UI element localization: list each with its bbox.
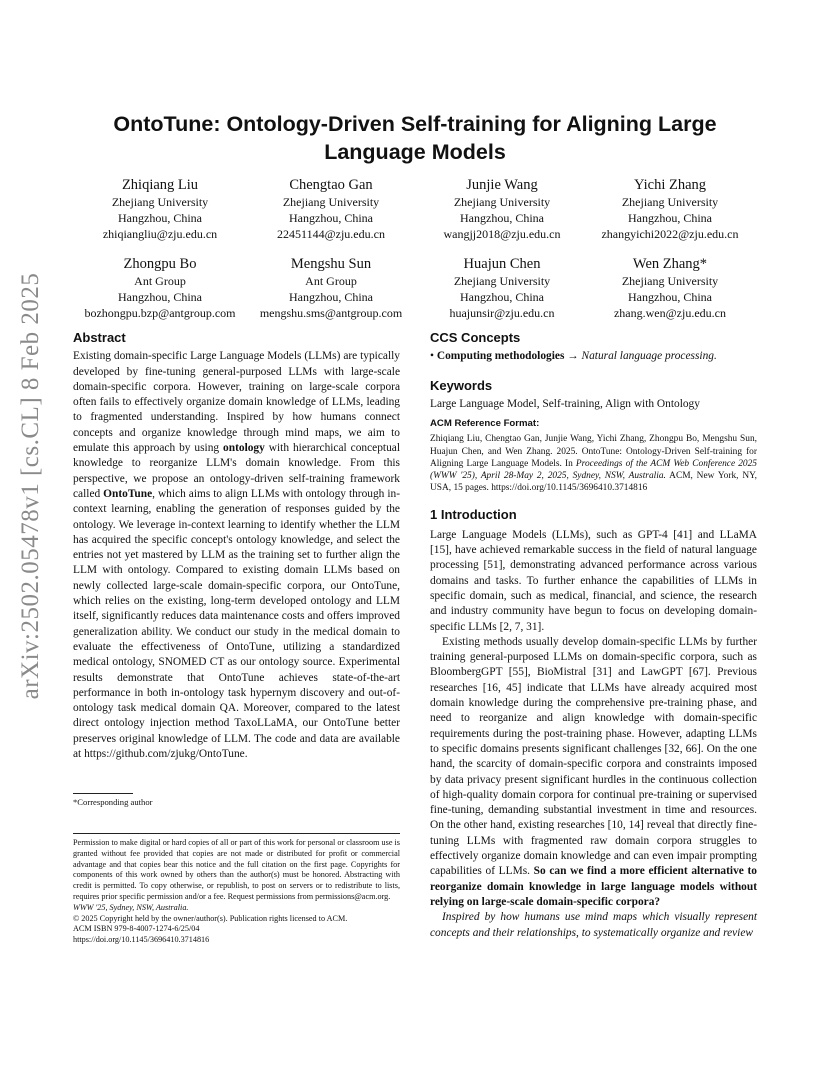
author-location: Hangzhou, China xyxy=(289,211,373,226)
arxiv-identifier: arXiv:2502.05478v1 [cs.CL] 8 Feb 2025 xyxy=(17,272,44,700)
author-location: Hangzhou, China xyxy=(118,211,202,226)
author-email: bozhongpu.bzp@antgroup.com xyxy=(84,306,236,321)
author-affiliation: Zhejiang University xyxy=(453,195,551,209)
author-location: Hangzhou, China xyxy=(289,290,373,305)
permission-text: Permission to make digital or hard copies of all or part of this work for personal or classroom use is granted without fee provided that copies are not made or distributed for profit or commercial advantage and that copies bear this notice and the full citation on the first page. Copyrights for components of this work owned by others than the author(s) must be honored. Abstracting with credit is permitted. To copy otherwise, or republish, to post on servers or to redistribute to lists, requires prior specific permission and/or a fee. Request permissions from permissions@acm.org. xyxy=(73,838,400,901)
author-email: 22451144@zju.edu.cn xyxy=(277,227,385,242)
author-location: Hangzhou, China xyxy=(118,290,202,305)
intro-paragraph-3: Inspired by how humans use mind maps which visually represent concepts and their relationships, to systematically organize and review xyxy=(430,911,757,939)
author-affiliation: Zhejiang University xyxy=(453,274,551,288)
author-card xyxy=(70,176,250,243)
ccs-arrow: → xyxy=(567,350,579,363)
intro-research-question: So can we find a more efficient alternative to reorganize domain knowledge in large language models without relying on large-scale domain-specific corpora? xyxy=(430,865,757,908)
author-affiliation: Zhejiang University xyxy=(621,274,719,288)
ccs-category: Computing methodologies xyxy=(436,350,565,363)
left-column xyxy=(73,330,400,762)
author-email: mengshu.sms@antgroup.com xyxy=(259,306,403,321)
author-email: zhang.wen@zju.edu.cn xyxy=(613,306,726,321)
keywords-text: Large Language Model, Self-training, Align with Ontology xyxy=(430,397,700,410)
author-name: Yichi Zhang xyxy=(633,177,707,193)
intro-paragraph-2-text: Existing methods usually develop domain-specific LLMs by further training general-purposed LLMs on domain-specific corpora, such as BloombergGPT [55], BioMistral [31] and LawGPT [67]. Previous researches [16, 45] indicate that LLMs have already acquired most domain knowledge during the comprehensive pre-training phase, and need to reorganize and align knowledge with domain-specific requirements during the post-training phase. However, adapting LLMs to specific domains presents significant challenges [32, 66]. On the one hand, the scarcity of domain-specific corpora and constraints imposed by data privacy present significant hurdles in the continuous collection of high-quality domain corpora for continual pre-training or supervised fine-tuning, demanding substantial investment in time and resources. On the other hand, existing researches [10, 14] reveal that directly fine-tuning LLMs with fragmented raw domain corpora struggles to effectively organize domain knowledge and can even impair prompting capabilities of LLMs. xyxy=(430,635,757,878)
acm-reference-part: Zhiqiang Liu, Chengtao Gan, Junjie Wang, Yichi Zhang, Zhongpu Bo, Mengshu Sun, Huajun Chen, and Wen Zhang. 2025. OntoTune: Ontology-Driven Self-training for Aligning Large Language Models. In xyxy=(430,434,757,469)
author-affiliation: Zhejiang University xyxy=(621,195,719,209)
ccs-bullet: • xyxy=(430,350,434,363)
author-name: Zhongpu Bo xyxy=(123,256,197,272)
author-email: wangjj2018@zju.edu.cn xyxy=(443,227,561,242)
doi-line: https://doi.org/10.1145/3696410.3714816 xyxy=(73,935,210,945)
right-column xyxy=(430,330,757,941)
acm-reference-part: ACM, New York, NY, USA, 15 pages. https://doi.org/10.1145/3696410.3714816 xyxy=(430,471,757,494)
ccs-concepts xyxy=(430,349,757,364)
author-location: Hangzhou, China xyxy=(628,211,712,226)
acm-reference-heading: ACM Reference Format: xyxy=(430,418,540,430)
intro-paragraph-1: Large Language Models (LLMs), such as GPT-4 [41] and LLaMA [15], have achieved remarkable success in the field of natural language processing [51], demonstrating advanced performance across various domains and tasks. To further enhance the capabilities of LLMs in specific domain, such as medical, financial, and science, the research and industry community have begun to focus on developing domain-specific LLMs [2, 7, 31]. xyxy=(430,528,757,633)
author-card xyxy=(580,176,760,243)
author-name: Mengshu Sun xyxy=(290,256,372,272)
author-name: Huajun Chen xyxy=(463,256,541,272)
author-affiliation: Ant Group xyxy=(305,274,357,288)
author-name: Chengtao Gan xyxy=(289,177,373,193)
author-email: huajunsir@zju.edu.cn xyxy=(449,306,555,321)
acm-reference-text xyxy=(430,433,757,494)
ccs-subcategory: Natural language processing. xyxy=(581,350,717,363)
abstract-keyword-ontotune: OntoTune xyxy=(103,487,153,500)
intro-paragraph-2 xyxy=(430,635,757,910)
abstract-text-part: with hierarchical conceptual knowledge to reorganize LLM's domain knowledge. From this perspective, we propose an ontology-driven self-training framework called xyxy=(73,442,400,500)
author-card xyxy=(412,255,592,322)
author-affiliation: Ant Group xyxy=(134,274,186,288)
abstract-heading: Abstract xyxy=(73,330,126,345)
author-location: Hangzhou, China xyxy=(628,290,712,305)
author-card xyxy=(70,255,250,322)
author-location: Hangzhou, China xyxy=(460,211,544,226)
abstract-text-part: , which aims to align LLMs with ontology through in-context learning, enabling the generation of responses guided by the ontology. We leverage in-context learning to identify whether the LLM has acquired the specific concept's ontology knowledge, and select the entries not yet mastered by LLM as the training set to further align the LLM with ontology. Compared to existing domain LLMs based on newly collected large-scale domain-specific corpora, our OntoTune, which relies on the existing, long-term developed ontology and LLM itself, significantly reduces data maintenance costs and offers improved generalization ability. We conduct our study in the medical domain to evaluate the effectiveness of OntoTune, utilizing a standardized medical ontology, SNOMED CT as our ontology source. Experimental results demonstrate that OntoTune achieves state-of-the-art performance in both in-ontology task hypernym discovery and out-of-ontology task medical domain QA. Moreover, compared to the latest direct ontology injection method TaxoLLaMA, our OntoTune better preserves original knowledge of LLM. The code and data are available at https://github.com/zjukg/OntoTune. xyxy=(73,487,401,761)
author-email: zhiqiangliu@zju.edu.cn xyxy=(102,227,218,242)
arxiv-side-stamp xyxy=(14,272,48,700)
permission-rule xyxy=(73,833,400,834)
author-card xyxy=(241,176,421,243)
acm-reference-proceedings: Proceedings of the ACM Web Conference 2025 (WWW '25), April 28-May 2, 2025, Sydney, NSW, Australia. xyxy=(430,458,757,482)
author-name: Junjie Wang xyxy=(466,177,538,193)
keywords-heading: Keywords xyxy=(430,377,493,393)
author-card xyxy=(580,255,760,322)
ccs-heading: CCS Concepts xyxy=(430,330,521,345)
author-affiliation: Zhejiang University xyxy=(111,195,209,209)
corresponding-author-footnote: *Corresponding author xyxy=(73,797,153,807)
copyright-line: © 2025 Copyright held by the owner/author(s). Publication rights licensed to ACM. xyxy=(73,913,348,923)
isbn-line: ACM ISBN 979-8-4007-1274-6/25/04 xyxy=(73,924,200,934)
author-affiliation: Zhejiang University xyxy=(282,195,380,209)
paper-title: OntoTune: Ontology-Driven Self-training for Aligning Large Language Models xyxy=(113,112,717,164)
author-email: zhangyichi2022@zju.edu.cn xyxy=(601,227,739,242)
author-name: Zhiqiang Liu xyxy=(121,177,199,193)
venue-line: WWW '25, Sydney, NSW, Australia. xyxy=(73,902,189,912)
author-location: Hangzhou, China xyxy=(460,290,544,305)
introduction-heading: 1 Introduction xyxy=(430,506,517,522)
footnote-rule xyxy=(73,793,133,794)
abstract-text xyxy=(73,349,400,762)
author-card xyxy=(412,176,592,243)
abstract-keyword-ontology: ontology xyxy=(223,442,265,455)
abstract-text-part: Existing domain-specific Large Language Models (LLMs) are typically developed by fine-tuning general-purposed LLMs with large-scale domain-specific corpora. However, training on large-scale corpora often fails to effectively organize domain knowledge of LLMs, leading to fragmented understanding. Inspired by how humans connect concepts and organize knowledge through mind maps, we aim to emulate this approach by using xyxy=(73,350,400,455)
author-card xyxy=(241,255,421,322)
permission-block xyxy=(73,838,400,946)
author-name: Wen Zhang* xyxy=(632,256,708,272)
